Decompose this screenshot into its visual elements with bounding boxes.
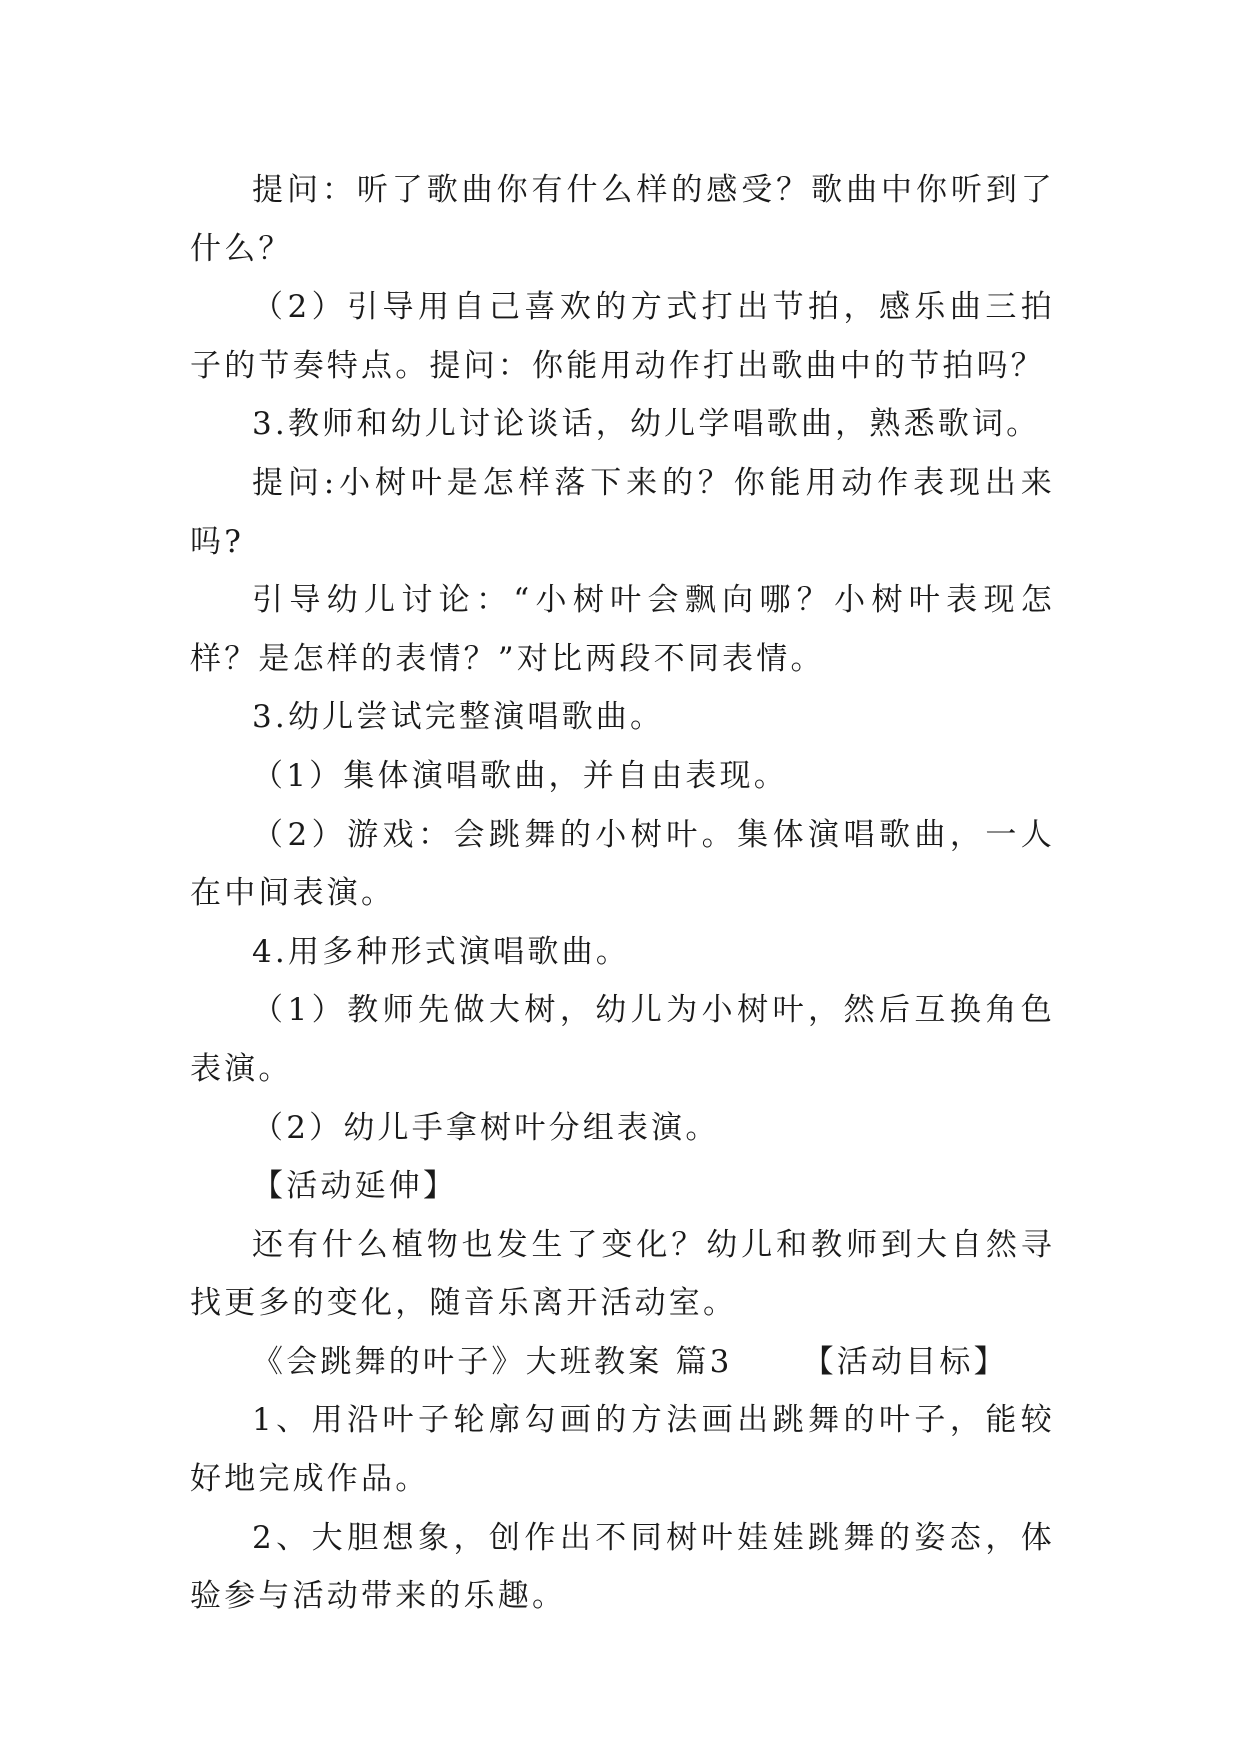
- document-body: [190, 161, 1055, 1626]
- paragraph: （1）集体演唱歌曲，并自由表现。: [252, 757, 788, 794]
- paragraph: 3.幼儿尝试完整演唱歌曲。: [252, 699, 665, 736]
- section-title-line: [190, 1333, 1055, 1392]
- paragraph: （1）教师先做大树，幼儿为小树叶，然后互换角色表演。: [190, 992, 1055, 1087]
- paragraph: 提问:小树叶是怎样落下来的？你能用动作表现出来吗?: [190, 464, 1055, 560]
- goal-item: 2、大胆想象，创作出不同树叶娃娃跳舞的姿态，体验参与活动带来的乐趣。: [190, 1519, 1055, 1615]
- paragraph: （2）幼儿手拿树叶分组表演。: [252, 1109, 720, 1146]
- section-heading-extension: 【活动延伸】: [252, 1168, 458, 1205]
- paragraph: （2）游戏：会跳舞的小树叶。集体演唱歌曲，一人在中间表演。: [190, 816, 1055, 912]
- section-subheading: 【活动目标】: [802, 1343, 1008, 1380]
- document-section-title: 《会跳舞的叶子》大班教案 篇3: [252, 1343, 733, 1380]
- paragraph: 还有什么植物也发生了变化？幼儿和教师到大自然寻找更多的变化，随音乐离开活动室。: [190, 1226, 1055, 1322]
- paragraph: （2）引导用自己喜欢的方式打出节拍，感乐曲三拍子的节奏特点。提问：你能用动作打出歌曲中的节拍吗？: [190, 289, 1055, 384]
- paragraph: 提问：听了歌曲你有什么样的感受？歌曲中你听到了什么？: [190, 172, 1055, 267]
- paragraph: 引导幼儿讨论：“小树叶会飘向哪？小树叶表现怎样？是怎样的表情？”对比两段不同表情。: [190, 582, 1055, 677]
- paragraph: 3.教师和幼儿讨论谈话，幼儿学唱歌曲，熟悉歌词。: [252, 406, 1041, 443]
- goal-item: 1、用沿叶子轮廓勾画的方法画出跳舞的叶子，能较好地完成作品。: [190, 1402, 1055, 1498]
- paragraph: 4.用多种形式演唱歌曲。: [252, 933, 630, 970]
